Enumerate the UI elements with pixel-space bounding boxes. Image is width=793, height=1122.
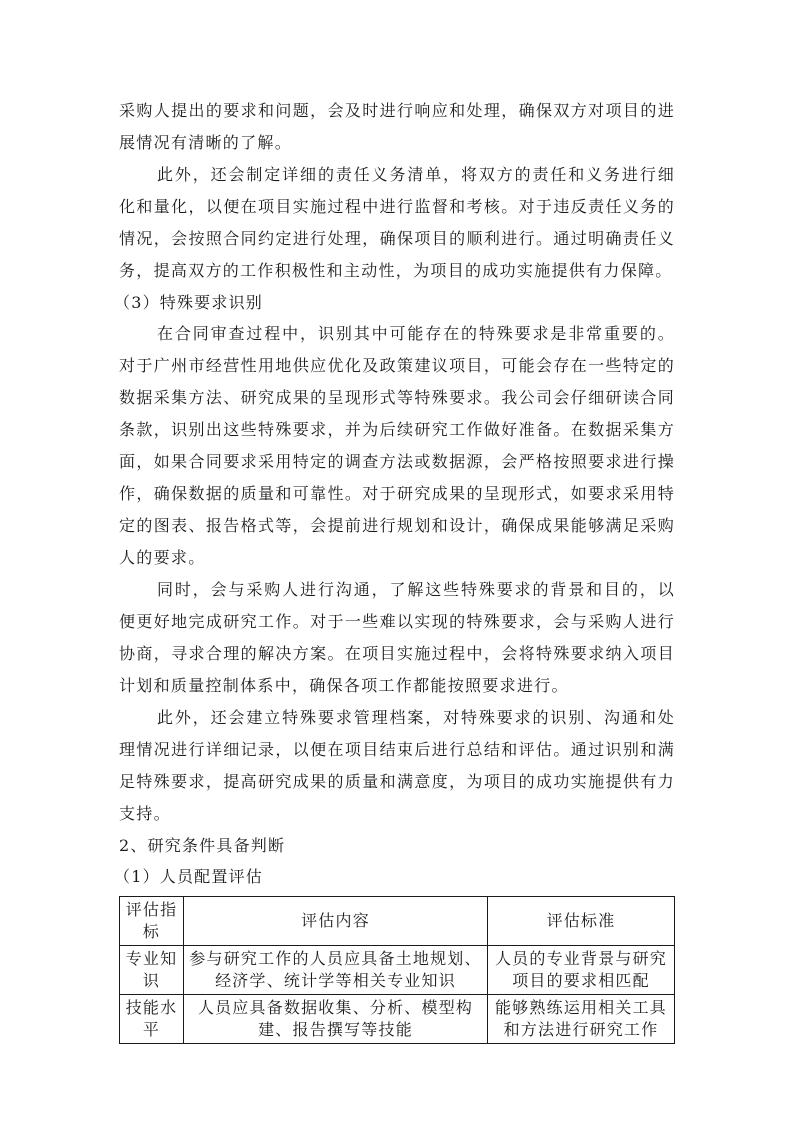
table-header-cell: 评估标准 (488, 897, 675, 946)
table-row (120, 995, 675, 1044)
table-cell: 能够熟练运用相关工具和方法进行研究工作 (488, 995, 675, 1044)
table-row (120, 946, 675, 995)
table-header-cell: 评估指标 (120, 897, 184, 946)
table-header-row (120, 897, 675, 946)
paragraph-special-requirements-identify: 在合同审查过程中，识别其中可能存在的特殊要求是非常重要的。对于广州市经营性用地供应优化及政策建议项目，可能会存在一些特定的数据采集方法、研究成果的呈现形式等特殊要求。我公司会仔细研读合同条款，识别出这些特殊要求，并为后续研究工作做好准备。在数据采集方面，如果合同要求采用特定的调查方法或数据源，会严格按照要求进行操作，确保数据的质量和可靠性。对于研究成果的呈现形式，如要求采用特定的图表、报告格式等，会提前进行规划和设计，确保成果能够满足采购人的要求。 (119, 324, 675, 567)
table-cell: 人员的专业背景与研究项目的要求相匹配 (488, 946, 675, 995)
paragraph-special-requirements-communicate: 同时，会与采购人进行沟通，了解这些特殊要求的背景和目的，以便更好地完成研究工作。对于一些难以实现的特殊要求，会与采购人进行协商，寻求合理的解决方案。在项目实施过程中，会将特殊要求纳入项目计划和质量控制体系中，确保各项工作都能按照要求进行。 (119, 580, 675, 695)
subsection-heading-staffing: （1）人员配置评估 (114, 867, 263, 886)
section-heading-research-conditions: 2、研究条件具备判断 (119, 836, 286, 855)
table-cell: 人员应具备数据收集、分析、模型构建、报告撰写等技能 (184, 995, 488, 1044)
paragraph-special-requirements-archive: 此外，还会建立特殊要求管理档案，对特殊要求的识别、沟通和处理情况进行详细记录，以便在项目结束后进行总结和评估。通过识别和满足特殊要求，提高研究成果的质量和满意度，为项目的成功实施提供有力支持。 (119, 708, 675, 823)
paragraph-responsibility-list: 此外，还会制定详细的责任义务清单，将双方的责任和义务进行细化和量化，以便在项目实施过程中进行监督和考核。对于违反责任义务的情况，会按照合同约定进行处理，确保项目的顺利进行。通过明确责任义务，提高双方的工作积极性和主动性，为项目的成功实施提供有力保障。 (119, 165, 675, 280)
document-page (114, 95, 675, 1044)
table-cell: 专业知识 (120, 946, 184, 995)
staffing-assessment-table (119, 896, 675, 1044)
paragraph-continuation: 采购人提出的要求和问题，会及时进行响应和处理，确保双方对项目的进展情况有清晰的了解。 (119, 101, 675, 152)
table-header-cell: 评估内容 (184, 897, 488, 946)
section-heading-special-requirements: （3）特殊要求识别 (114, 293, 263, 312)
table-cell: 参与研究工作的人员应具备土地规划、经济学、统计学等相关专业知识 (184, 946, 488, 995)
table-cell: 技能水平 (120, 995, 184, 1044)
